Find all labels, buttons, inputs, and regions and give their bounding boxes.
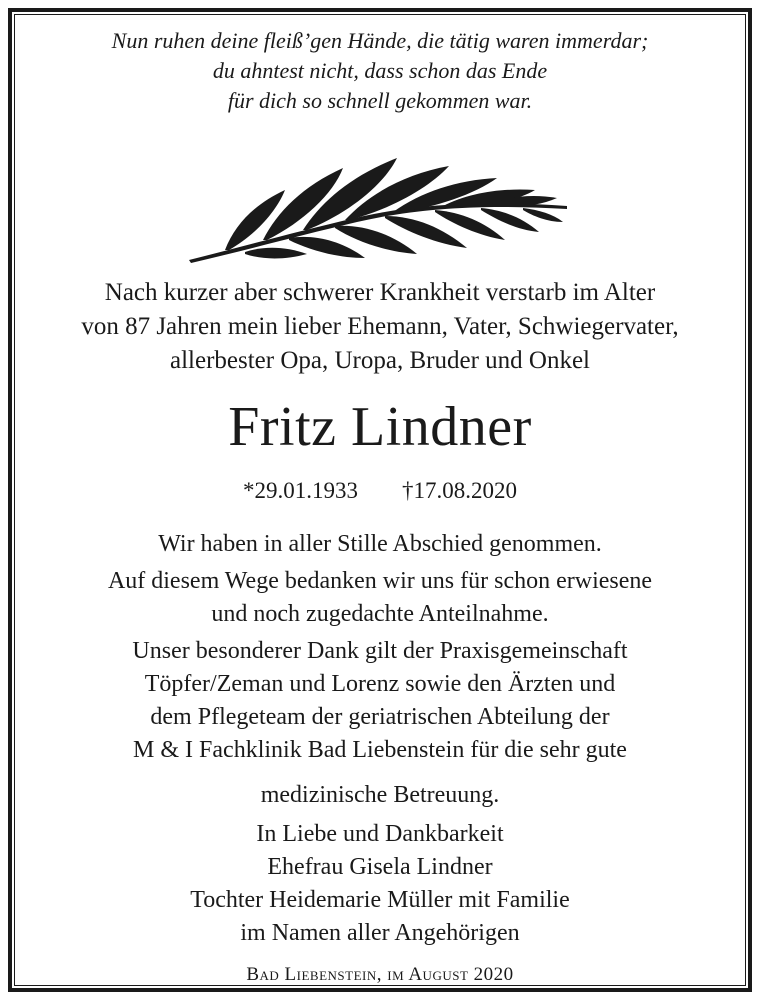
signature-line-4: im Namen aller Angehörigen — [240, 920, 520, 946]
deceased-name: Fritz Lindner — [228, 396, 532, 458]
signature-line-1: In Liebe und Dankbarkeit — [256, 821, 504, 847]
intro-line-2: von 87 Jahren mein lieber Ehemann, Vater, Schwiegervater, — [81, 313, 679, 340]
signature-line-2: Ehefrau Gisela Lindner — [267, 854, 493, 880]
death-date: †17.08.2020 — [402, 478, 517, 503]
poem-line-3: für dich so schnell gekommen war. — [227, 88, 533, 113]
intro-line-3: allerbester Opa, Uropa, Bruder und Onkel — [170, 347, 590, 374]
birth-date: *29.01.1933 — [243, 478, 358, 503]
intro-text — [20, 276, 740, 378]
life-dates — [20, 476, 740, 506]
special-thanks-paragraph — [20, 635, 740, 812]
obituary-notice — [20, 26, 740, 988]
intro-line-1: Nach kurzer aber schwerer Krankheit verstarb im Alter — [104, 279, 656, 306]
thanks-paragraph — [20, 565, 740, 631]
special-thanks-line-2: Töpfer/Zeman und Lorenz sowie den Ärzten und — [144, 671, 616, 697]
signature-line-3: Tochter Heidemarie Müller mit Familie — [190, 887, 570, 913]
special-thanks-line-5: medizinische Betreuung. — [260, 782, 500, 808]
farewell-paragraph — [20, 528, 740, 561]
place-and-date: Bad Liebenstein, im August 2020 — [246, 964, 514, 985]
thanks-line-1: Auf diesem Wege bedanken wir uns für schon erwiesene — [107, 568, 653, 594]
palm-branch-icon — [185, 154, 575, 264]
farewell-line: Wir haben in aller Stille Abschied genommen. — [158, 531, 602, 557]
poem-line-1: Nun ruhen deine fleiß’gen Hände, die tätig waren immerdar; — [111, 28, 649, 53]
signature-block — [20, 818, 740, 950]
special-thanks-line-3: dem Pflegeteam der geriatrischen Abteilung der — [150, 704, 610, 730]
poem-line-2: du ahntest nicht, dass schon das Ende — [212, 58, 548, 83]
special-thanks-line-4: M & I Fachklinik Bad Liebenstein für die sehr gute — [133, 737, 627, 763]
thanks-line-2: und noch zugedachte Anteilnahme. — [211, 601, 549, 627]
poem-verse — [20, 26, 740, 116]
special-thanks-line-1: Unser besonderer Dank gilt der Praxisgemeinschaft — [132, 638, 628, 664]
